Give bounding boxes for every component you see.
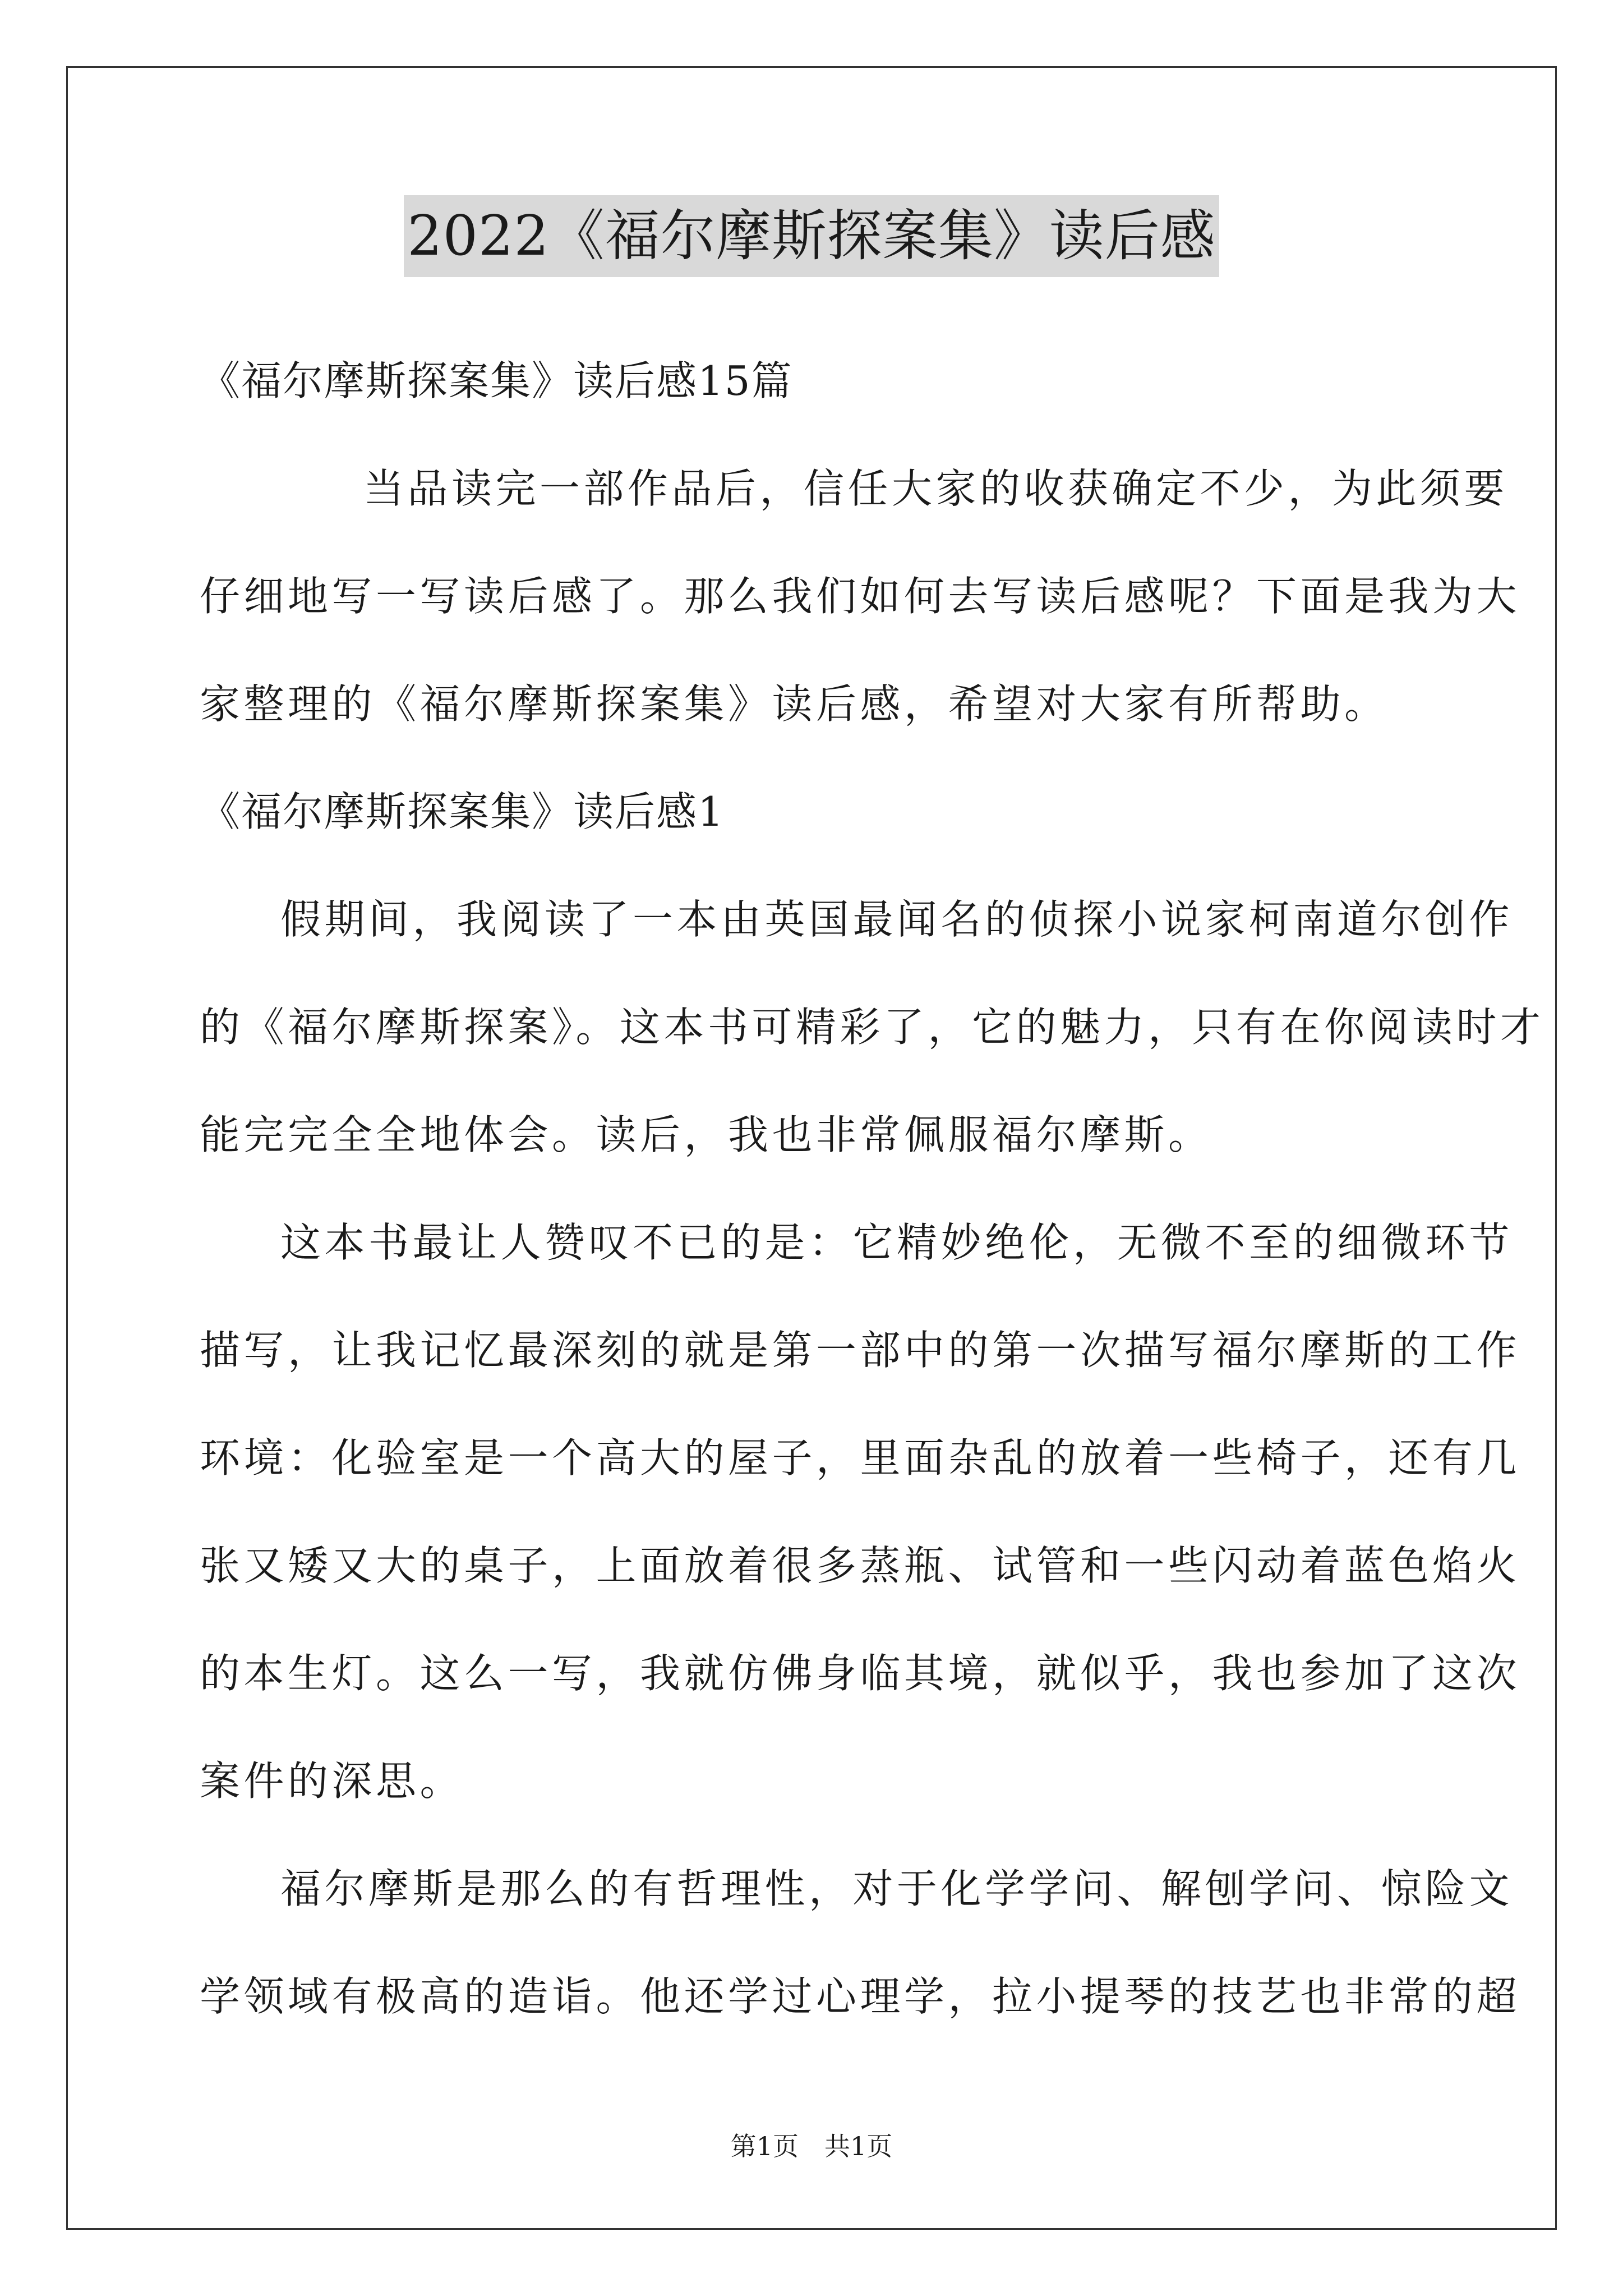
paragraph-line: 仔细地写一写读后感了。那么我们如何去写读后感呢？下面是我为大: [200, 573, 1521, 620]
paragraph-line: 当品读完一部作品后，信任大家的收获确定不少，为此须要: [363, 465, 1509, 512]
paragraph-line: 描写，让我记忆最深刻的就是第一部中的第一次描写福尔摩斯的工作: [200, 1327, 1521, 1374]
section-heading: 《福尔摩斯探案集》读后感1: [200, 788, 725, 835]
paragraph-line: 这本书最让人赞叹不已的是：它精妙绝伦，无微不至的细微环节: [280, 1219, 1514, 1266]
paragraph-line: 福尔摩斯是那么的有哲理性，对于化学学问、解刨学问、惊险文: [280, 1865, 1514, 1912]
paragraph-line: 的《福尔摩斯探案》。这本书可精彩了，它的魅力，只有在你阅读时才: [200, 1004, 1544, 1051]
paragraph-line: 的本生灯。这么一写，我就仿佛身临其境，就似乎，我也参加了这次: [200, 1650, 1521, 1697]
title-container: [0, 195, 1623, 277]
paragraph-line: 假期间，我阅读了一本由英国最闻名的侦探小说家柯南道尔创作: [280, 896, 1514, 943]
paragraph-line: 能完完全全地体会。读后，我也非常佩服福尔摩斯。: [200, 1111, 1212, 1158]
paragraph-line: 学领域有极高的造诣。他还学过心理学，拉小提琴的技艺也非常的超: [200, 1973, 1521, 2020]
paragraph-line: 张又矮又大的桌子，上面放着很多蒸瓶、试管和一些闪动着蓝色焰火: [200, 1542, 1521, 1589]
subtitle-line: 《福尔摩斯探案集》读后感15篇: [200, 357, 793, 404]
document-title: 2022《福尔摩斯探案集》读后感: [404, 195, 1219, 277]
paragraph-line: 环境：化验室是一个高大的屋子，里面杂乱的放着一些椅子，还有几: [200, 1434, 1521, 1481]
page-footer: 第1页 共1页: [730, 2131, 893, 2161]
paragraph-line: 家整理的《福尔摩斯探案集》读后感，希望对大家有所帮助。: [200, 680, 1389, 728]
paragraph-line: 案件的深思。: [200, 1757, 464, 1805]
